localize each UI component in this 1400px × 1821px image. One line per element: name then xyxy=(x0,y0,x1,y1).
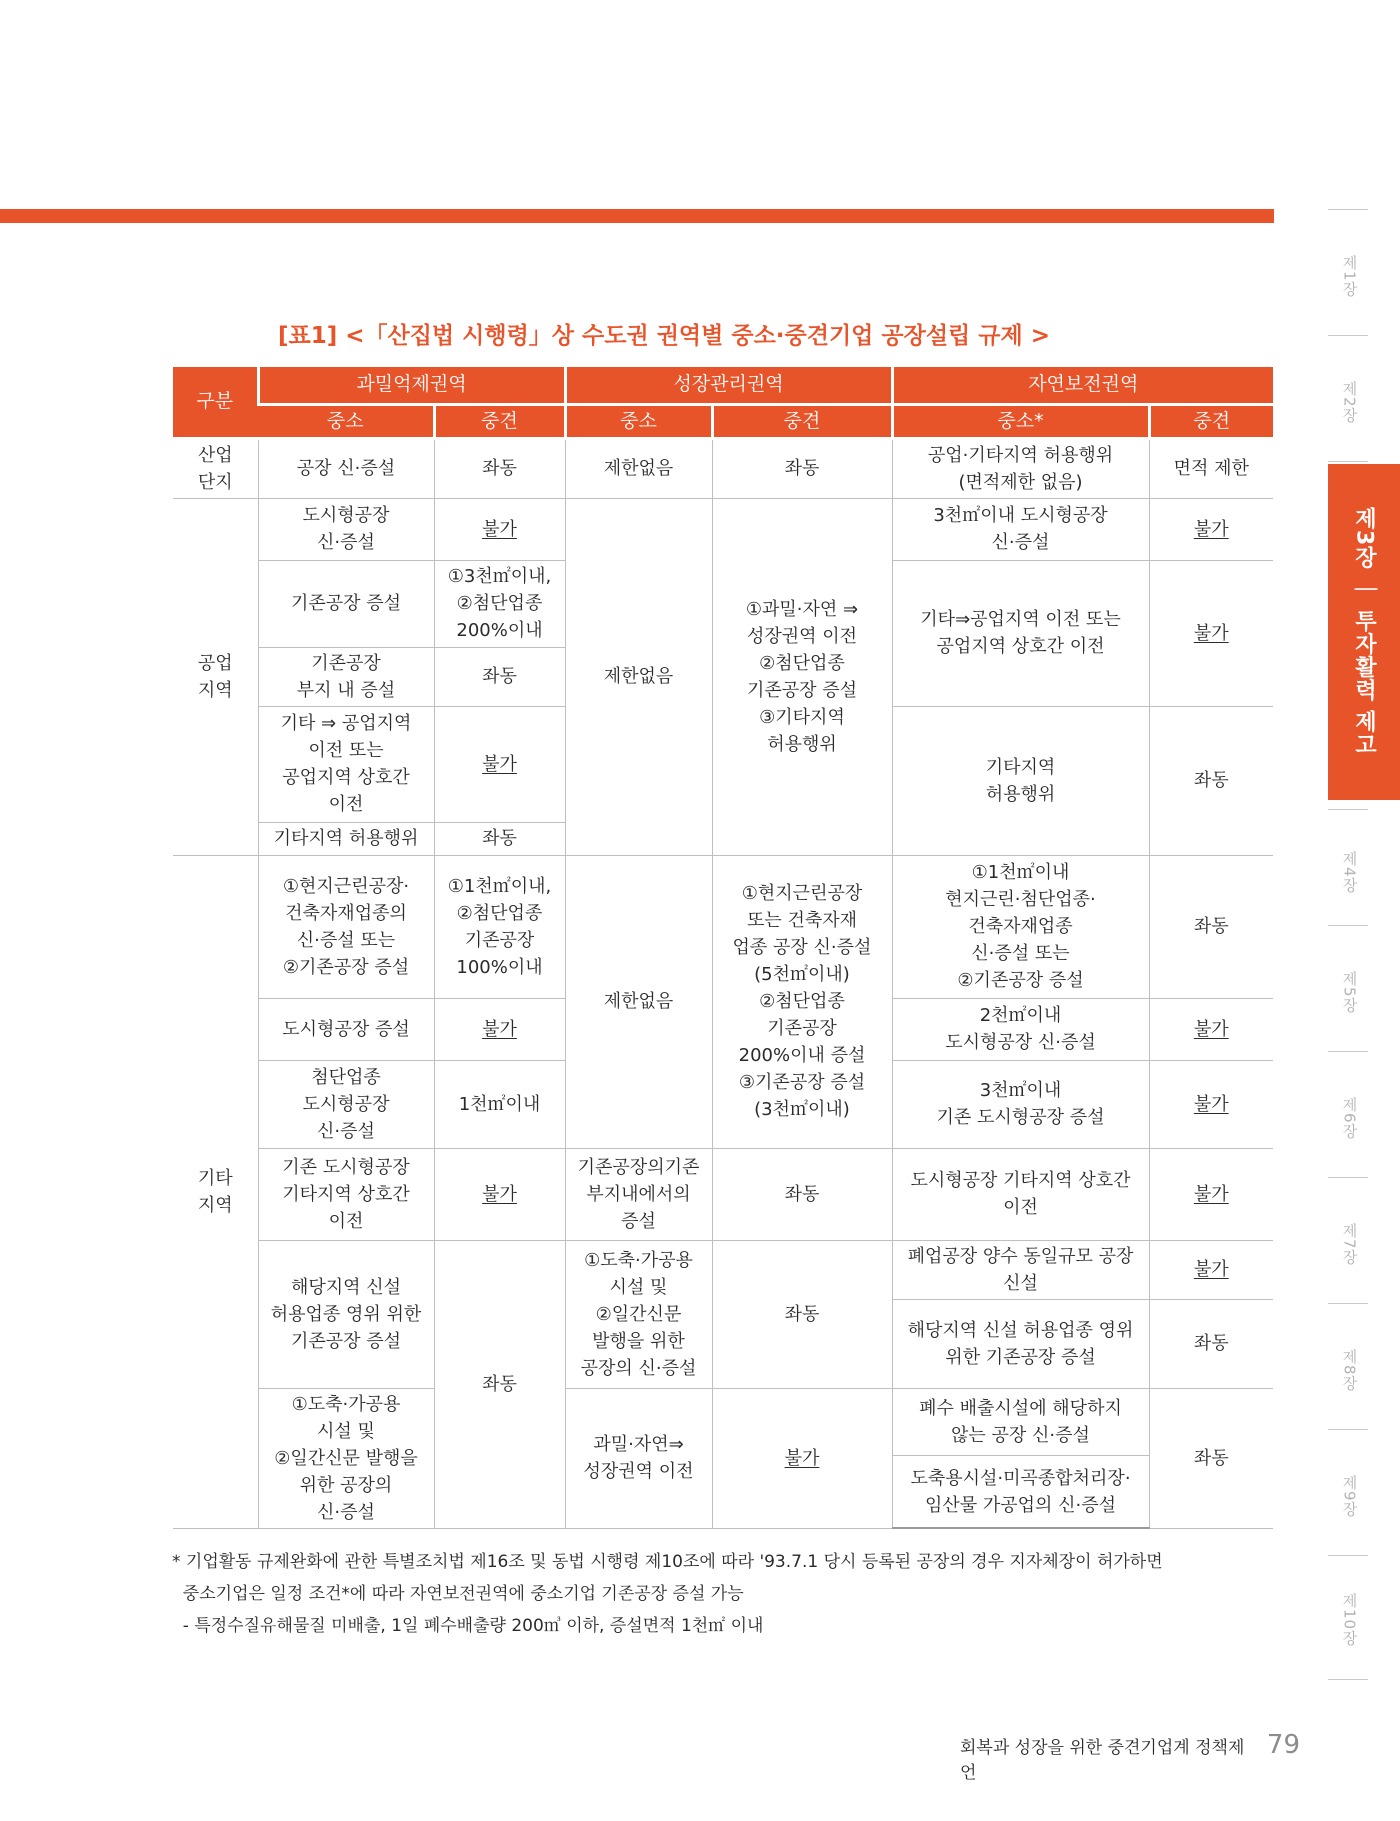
table-cell: 도시형공장 신·증설 xyxy=(258,498,434,560)
nav-chapter-4[interactable]: 제4장 xyxy=(1340,850,1359,894)
table-cell: 불가 xyxy=(1149,1148,1273,1240)
table-cell: 좌동 xyxy=(1149,706,1273,855)
table-cell: 좌동 xyxy=(1149,1299,1273,1388)
footnote-line: - 특정수질유해물질 미배출, 1일 폐수배출량 200㎥ 이하, 증설면적 1천㎡ 이내 xyxy=(172,1616,764,1636)
table-cell: 좌동 xyxy=(434,1240,565,1528)
table-cell: 제한없음 xyxy=(565,438,712,498)
table-cell: 도시형공장 기타지역 상호간 이전 xyxy=(892,1148,1149,1240)
nav-divider xyxy=(1328,809,1368,810)
nav-divider xyxy=(1328,209,1368,210)
table-cell: 불가 xyxy=(434,498,565,560)
table-row xyxy=(173,1388,1273,1456)
table-cell: 과밀·자연⇒ 성장권역 이전 xyxy=(565,1388,712,1528)
table-cell: 기타지역 허용행위 xyxy=(892,706,1149,855)
header-category: 구분 xyxy=(173,367,258,438)
table-cell: 좌동 xyxy=(434,822,565,855)
table-cell: 제한없음 xyxy=(565,498,712,855)
table-cell: 산업 단지 xyxy=(173,438,258,498)
nav-chapter-6[interactable]: 제6장 xyxy=(1340,1096,1359,1140)
nav-chapter-10[interactable]: 제10장 xyxy=(1340,1593,1359,1647)
table-cell: 면적 제한 xyxy=(1149,438,1273,498)
footnote-line: * 기업활동 규제완화에 관한 특별조치법 제16조 및 동법 시행령 제10조에 따라 '93.7.1 당시 등록된 공장의 경우 지자체장이 허가하면 xyxy=(172,1552,1163,1572)
table-cell: 기타⇒공업지역 이전 또는 공업지역 상호간 이전 xyxy=(892,560,1149,706)
table-row xyxy=(173,498,1273,560)
nav-chapter-2[interactable]: 제2장 xyxy=(1340,380,1359,424)
nav-chapter-3-active[interactable]: 제3장 ｜ 투자활력 제고 xyxy=(1328,464,1400,800)
table-cell: ①과밀·자연 ⇒ 성장권역 이전 ②첨단업종 기존공장 증설 ③기타지역 허용행위 xyxy=(712,498,892,855)
table-cell: ①도축·가공용 시설 및 ②일간신문 발행을 위한 공장의 신·증설 xyxy=(565,1240,712,1388)
nav-divider xyxy=(1328,1555,1368,1556)
top-accent-bar xyxy=(0,209,1274,223)
table-cell: 좌동 xyxy=(712,1148,892,1240)
header-size: 중소 xyxy=(565,404,712,438)
page-footer xyxy=(960,1730,1300,1783)
table-cell: 불가 xyxy=(1149,998,1273,1060)
nav-divider xyxy=(1328,1679,1368,1680)
table-cell: 기존공장의기존 부지내에서의 증설 xyxy=(565,1148,712,1240)
table-cell: ①3천㎡이내, ②첨단업종 200%이내 xyxy=(434,560,565,647)
table-cell: 공장 신·증설 xyxy=(258,438,434,498)
table-cell: 공업 지역 xyxy=(173,498,258,855)
table-cell: 불가 xyxy=(1149,560,1273,706)
table-cell: 첨단업종 도시형공장 신·증설 xyxy=(258,1060,434,1148)
header-zone-conservation: 자연보전권역 xyxy=(892,367,1273,404)
table-cell: 폐업공장 양수 동일규모 공장 신설 xyxy=(892,1240,1149,1299)
header-size: 중견 xyxy=(1149,404,1273,438)
table-cell: 불가 xyxy=(434,998,565,1060)
nav-divider xyxy=(1328,925,1368,926)
nav-divider xyxy=(1328,1177,1368,1178)
table-cell: 좌동 xyxy=(712,438,892,498)
table-cell: 불가 xyxy=(712,1388,892,1528)
nav-chapter-7[interactable]: 제7장 xyxy=(1340,1222,1359,1266)
table-cell: 좌동 xyxy=(434,647,565,706)
table-cell: 도시형공장 증설 xyxy=(258,998,434,1060)
table-cell: 2천㎡이내 도시형공장 신·증설 xyxy=(892,998,1149,1060)
table-cell: 불가 xyxy=(434,1148,565,1240)
table-cell: 불가 xyxy=(434,706,565,822)
header-size: 중견 xyxy=(434,404,565,438)
table-cell: 좌동 xyxy=(712,1240,892,1388)
nav-divider xyxy=(1328,335,1368,336)
table-cell: 기존공장 증설 xyxy=(258,560,434,647)
nav-chapter-9[interactable]: 제9장 xyxy=(1340,1474,1359,1518)
regulation-table xyxy=(173,367,1273,1529)
table-cell: ①현지근린공장 또는 건축자재 업종 공장 신·증설 (5천㎡이내) ②첨단업종 기존공장 200%이내 증설 ③기존공장 증설 (3천㎡이내) xyxy=(712,855,892,1148)
table-cell: 3천㎡이내 기존 도시형공장 증설 xyxy=(892,1060,1149,1148)
table-cell: 3천㎡이내 도시형공장 신·증설 xyxy=(892,498,1149,560)
table-cell: 기타 지역 xyxy=(173,855,258,1528)
table-cell: 기존공장 부지 내 증설 xyxy=(258,647,434,706)
table-cell: 1천㎡이내 xyxy=(434,1060,565,1148)
page-number: 79 xyxy=(1266,1730,1300,1760)
table-cell: ①도축·가공용 시설 및 ②일간신문 발행을 위한 공장의 신·증설 xyxy=(258,1388,434,1528)
table-cell: 제한없음 xyxy=(565,855,712,1148)
table-cell: 해당지역 신설 허용업종 영위 위한 기존공장 증설 xyxy=(892,1299,1149,1388)
table-cell: 기타 ⇒ 공업지역 이전 또는 공업지역 상호간 이전 xyxy=(258,706,434,822)
header-size: 중견 xyxy=(712,404,892,438)
table-cell: 좌동 xyxy=(1149,855,1273,998)
nav-chapter-5[interactable]: 제5장 xyxy=(1340,970,1359,1014)
table-title: [표1] <「산집법 시행령」상 수도권 권역별 중소·중견기업 공장설립 규제 > xyxy=(277,323,1051,349)
table-row xyxy=(173,855,1273,998)
table-cell: ①1천㎡이내 현지근린·첨단업종· 건축자재업종 신·증설 또는 ②기존공장 증설 xyxy=(892,855,1149,998)
nav-divider xyxy=(1328,1429,1368,1430)
table-row xyxy=(173,1148,1273,1240)
nav-chapter-1[interactable]: 제1장 xyxy=(1340,254,1359,298)
header-size: 중소* xyxy=(892,404,1149,438)
table-cell: 불가 xyxy=(1149,1240,1273,1299)
nav-chapter-8[interactable]: 제8장 xyxy=(1340,1348,1359,1392)
table-row xyxy=(173,1240,1273,1299)
table-cell: 폐수 배출시설에 해당하지 않는 공장 신·증설 xyxy=(892,1388,1149,1456)
header-zone-growth: 성장관리권역 xyxy=(565,367,892,404)
table-cell: 좌동 xyxy=(434,438,565,498)
chapter-side-nav xyxy=(1328,209,1400,1680)
table-cell: ①현지근린공장· 건축자재업종의 신·증설 또는 ②기존공장 증설 xyxy=(258,855,434,998)
table-cell: 공업·기타지역 허용행위 (면적제한 없음) xyxy=(892,438,1149,498)
footnotes xyxy=(172,1546,1172,1642)
nav-divider xyxy=(1328,1051,1368,1052)
table-cell: 해당지역 신설 허용업종 영위 위한 기존공장 증설 xyxy=(258,1240,434,1388)
nav-divider xyxy=(1328,1303,1368,1304)
table-row xyxy=(173,438,1273,498)
table-cell: ①1천㎡이내, ②첨단업종 기존공장 100%이내 xyxy=(434,855,565,998)
nav-divider xyxy=(1328,461,1368,462)
table-cell: 좌동 xyxy=(1149,1388,1273,1528)
table-cell: 도축용시설·미곡종합처리장· 임산물 가공업의 신·증설 xyxy=(892,1456,1149,1528)
header-zone-overcrowded: 과밀억제권역 xyxy=(258,367,565,404)
footer-publication-title: 회복과 성장을 위한 중견기업계 정책제언 xyxy=(960,1738,1245,1783)
table-cell: 불가 xyxy=(1149,498,1273,560)
table-cell: 기존 도시형공장 기타지역 상호간 이전 xyxy=(258,1148,434,1240)
header-size: 중소 xyxy=(258,404,434,438)
footnote-line: 중소기업은 일정 조건*에 따라 자연보전권역에 중소기업 기존공장 증설 가능 xyxy=(172,1584,744,1604)
table-cell: 기타지역 허용행위 xyxy=(258,822,434,855)
table-cell: 불가 xyxy=(1149,1060,1273,1148)
